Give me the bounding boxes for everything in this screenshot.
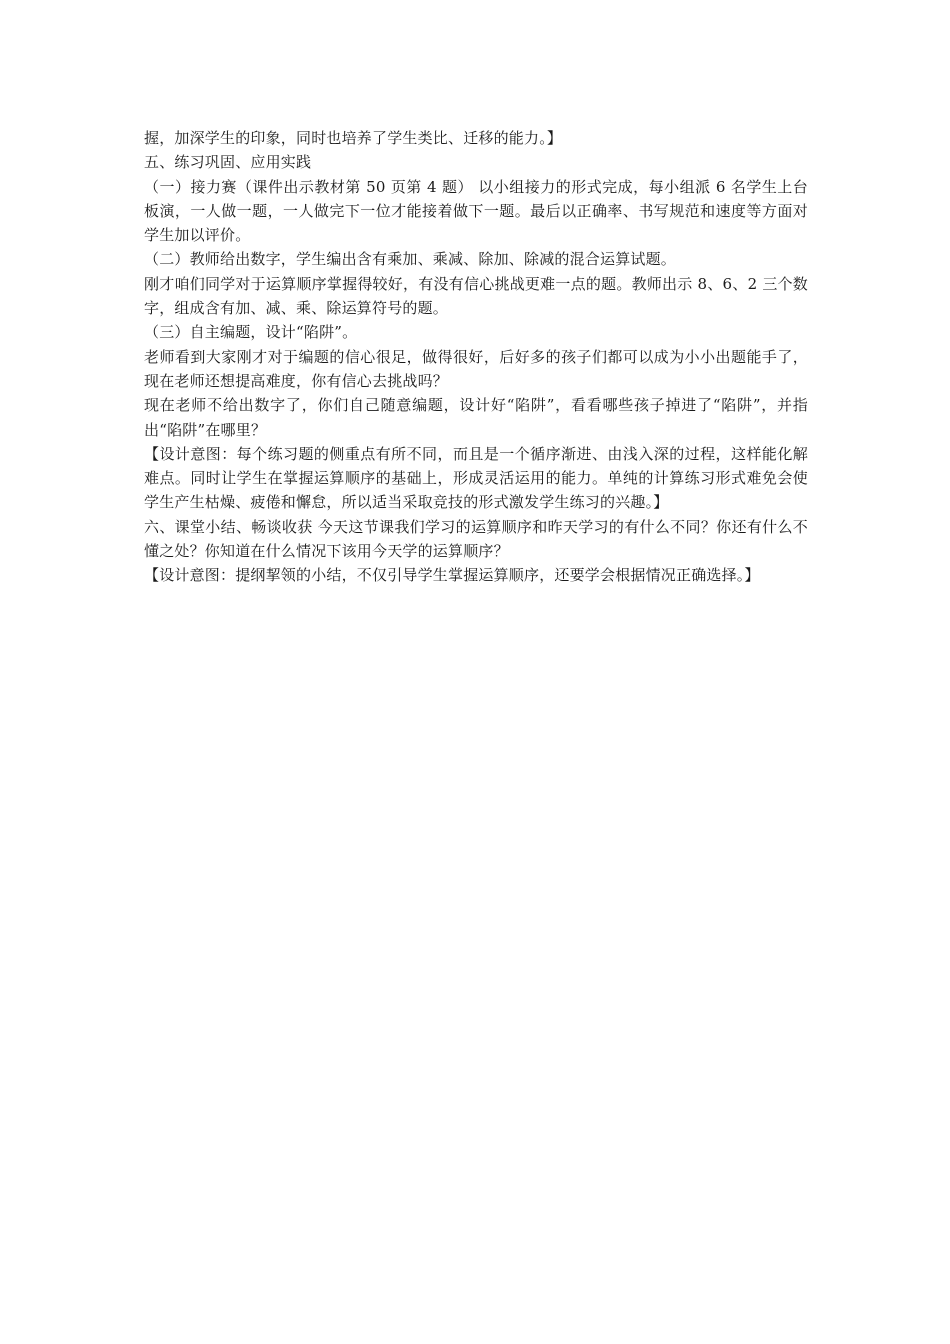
paragraph-teacher-praise: 老师看到大家刚才对于编题的信心很足，做得很好，后好多的孩子们都可以成为小小出题能手了，现在老师还想提高难度，你有信心去挑战吗？	[144, 347, 808, 390]
paragraph-teacher-numbers: （二）教师给出数字，学生编出含有乘加、乘减、除加、除减的混合运算试题。	[144, 250, 677, 269]
paragraph-challenge: 刚才咱们同学对于运算顺序掌握得较好，有没有信心挑战更难一点的题。教师出示 8、6、2 三个数字，组成含有加、减、乘、除运算符号的题。	[144, 274, 808, 318]
document-body	[144, 126, 808, 588]
paragraph-trap-design: 现在老师不给出数字了，你们自己随意编题，设计好“陷阱”，看看哪些孩子掉进了“陷阱”，并指出“陷阱”在哪里？	[144, 396, 808, 439]
paragraph-self-compose: （三）自主编题，设计“陷阱”。	[144, 323, 358, 342]
section-heading-practice: 五、练习巩固、应用实践	[144, 153, 312, 172]
paragraph-design-intent-summary: 【设计意图：提纲挈领的小结，不仅引导学生掌握运算顺序，还要学会根据情况正确选择。】	[144, 566, 760, 585]
paragraph-relay-race: （一）接力赛（课件出示教材第 50 页第 4 题） 以小组接力的形式完成，每小组派 6 名学生上台板演，一人做一题，一人做完下一位才能接着做下一题。最后以正确率、书写规范和速度等方面对学生加以评价。	[144, 177, 808, 245]
paragraph-design-intent-end: 握，加深学生的印象，同时也培养了学生类比、迁移的能力。】	[144, 129, 563, 147]
section-heading-summary: 六、课堂小结、畅谈收获 今天这节课我们学习的运算顺序和昨天学习的有什么不同？你还有什么不懂之处？你知道在什么情况下该用今天学的运算顺序？	[144, 517, 808, 561]
paragraph-design-intent-practice: 【设计意图：每个练习题的侧重点有所不同，而且是一个循序渐进、由浅入深的过程，这样能化解难点。同时让学生在掌握运算顺序的基础上，形成灵活运用的能力。单纯的计算练习形式难免会使学生产生枯燥、疲倦和懈怠，所以适当采取竞技的形式激发学生练习的兴趣。】	[144, 444, 808, 512]
